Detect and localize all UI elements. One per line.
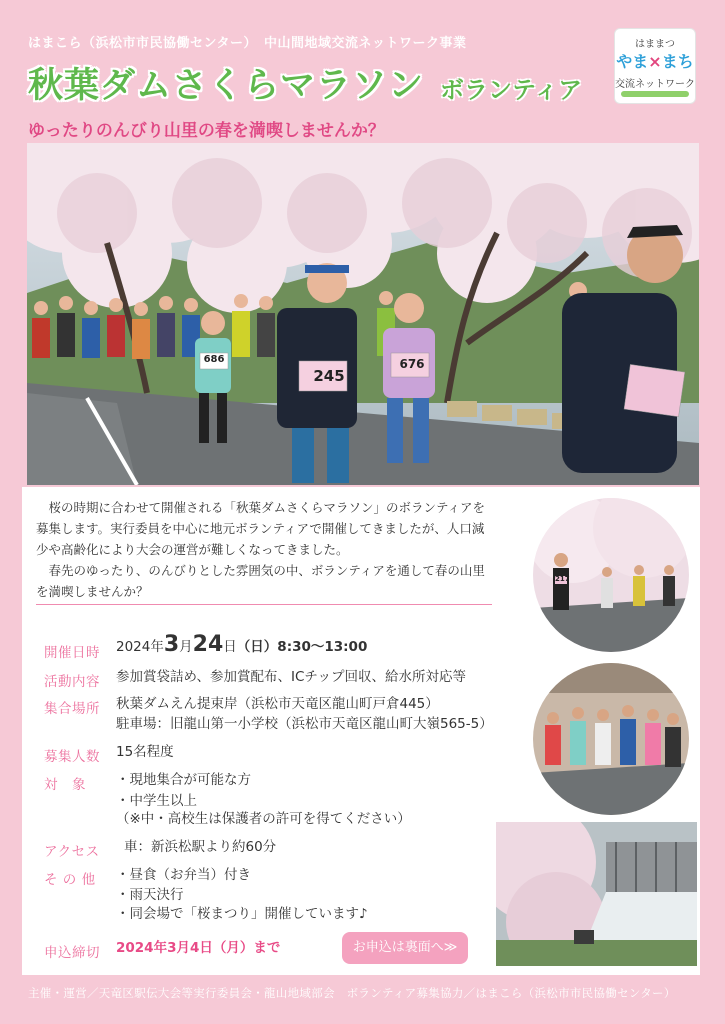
- dam-photo: [496, 822, 697, 966]
- deadline-label: 申込締切: [44, 945, 100, 961]
- circle-photo-runners-road: [533, 498, 689, 652]
- tagline: ゆったりのんびり山里の春を満喫しませんか？: [28, 121, 385, 141]
- logo-line2: やま×まち: [616, 52, 694, 71]
- activity-value: 参加賞袋詰め、参加賞配布、ICチップ回収、給水所対応等: [116, 669, 466, 685]
- other-line: ・同会場で「桜まつり」開催しています♪: [116, 906, 368, 922]
- date-label: 開催日時: [44, 645, 100, 661]
- hero-photo-runners: [27, 143, 699, 485]
- apply-button[interactable]: お申込は裏面へ≫: [342, 932, 468, 964]
- bib-number: 245: [313, 367, 345, 385]
- deadline-value: 2024年3月4日（月）まで: [116, 940, 281, 956]
- parking-value: 駐車場：旧龍山第一小学校（浜松市天竜区龍山町大嶺565-5）: [116, 716, 493, 732]
- intro-paragraph-2: 春先のゆったり、のんびりとした雰囲気の中、ボランティアを通して春の山里を満喫しませんか？: [36, 563, 485, 599]
- organizer-line: はまこら（浜松市市民協働センター） 中山間地域交流ネットワーク事業: [28, 36, 467, 51]
- footer-credits: 主催・運営／天竜区駅伝大会等実行委員会・龍山地域部会 ボランティア募集協力／はまこら（浜松市市民協働センター）: [28, 986, 676, 1000]
- activity-label: 活動内容: [44, 674, 100, 690]
- intro-text: [36, 497, 494, 602]
- intro-paragraph-1: 桜の時期に合わせて開催される「秋葉ダムさくらマラソン」のボランティアを募集します。実行委員を中心に地元ボランティアで開催してきましたが、人口減少や高齢化により大会の運営が難しくなってきました。: [36, 500, 486, 557]
- date-value: 2024年3月24日（日）8:30～13:00: [116, 632, 368, 657]
- access-label: アクセス: [44, 844, 100, 860]
- target-line: （※中・高校生は保護者の許可を得てください）: [116, 811, 411, 827]
- bib-number: 676: [399, 357, 425, 371]
- logo-line3: 交流ネットワーク: [615, 79, 695, 90]
- target-label: 対 象: [44, 777, 86, 793]
- capacity-value: 15名程度: [116, 744, 174, 760]
- place-value: 秋葉ダムえん提束岸（浜松市天竜区龍山町戸倉445）: [116, 696, 439, 712]
- bib-number: 217: [555, 575, 570, 583]
- page-subtitle: ボランティア: [440, 76, 583, 104]
- page-title: 秋葉ダムさくらマラソン: [28, 66, 425, 106]
- network-logo: [614, 28, 696, 104]
- target-line: ・現地集合が可能な方: [116, 772, 251, 788]
- access-value: 車：新浜松駅より約60分: [124, 839, 277, 855]
- logo-line1: はままつ: [635, 39, 675, 50]
- target-line: ・中学生以上: [116, 793, 197, 809]
- circle-photo-crowd: [533, 663, 689, 815]
- divider-line: [36, 604, 492, 605]
- other-line: ・雨天決行: [116, 887, 184, 903]
- capacity-label: 募集人数: [44, 749, 100, 765]
- place-label: 集合場所: [44, 701, 100, 717]
- logo-wave-graphic: [621, 91, 689, 97]
- other-line: ・昼食（お弁当）付き: [116, 867, 251, 883]
- other-label: そ の 他: [44, 872, 96, 888]
- bib-number: 686: [203, 354, 225, 365]
